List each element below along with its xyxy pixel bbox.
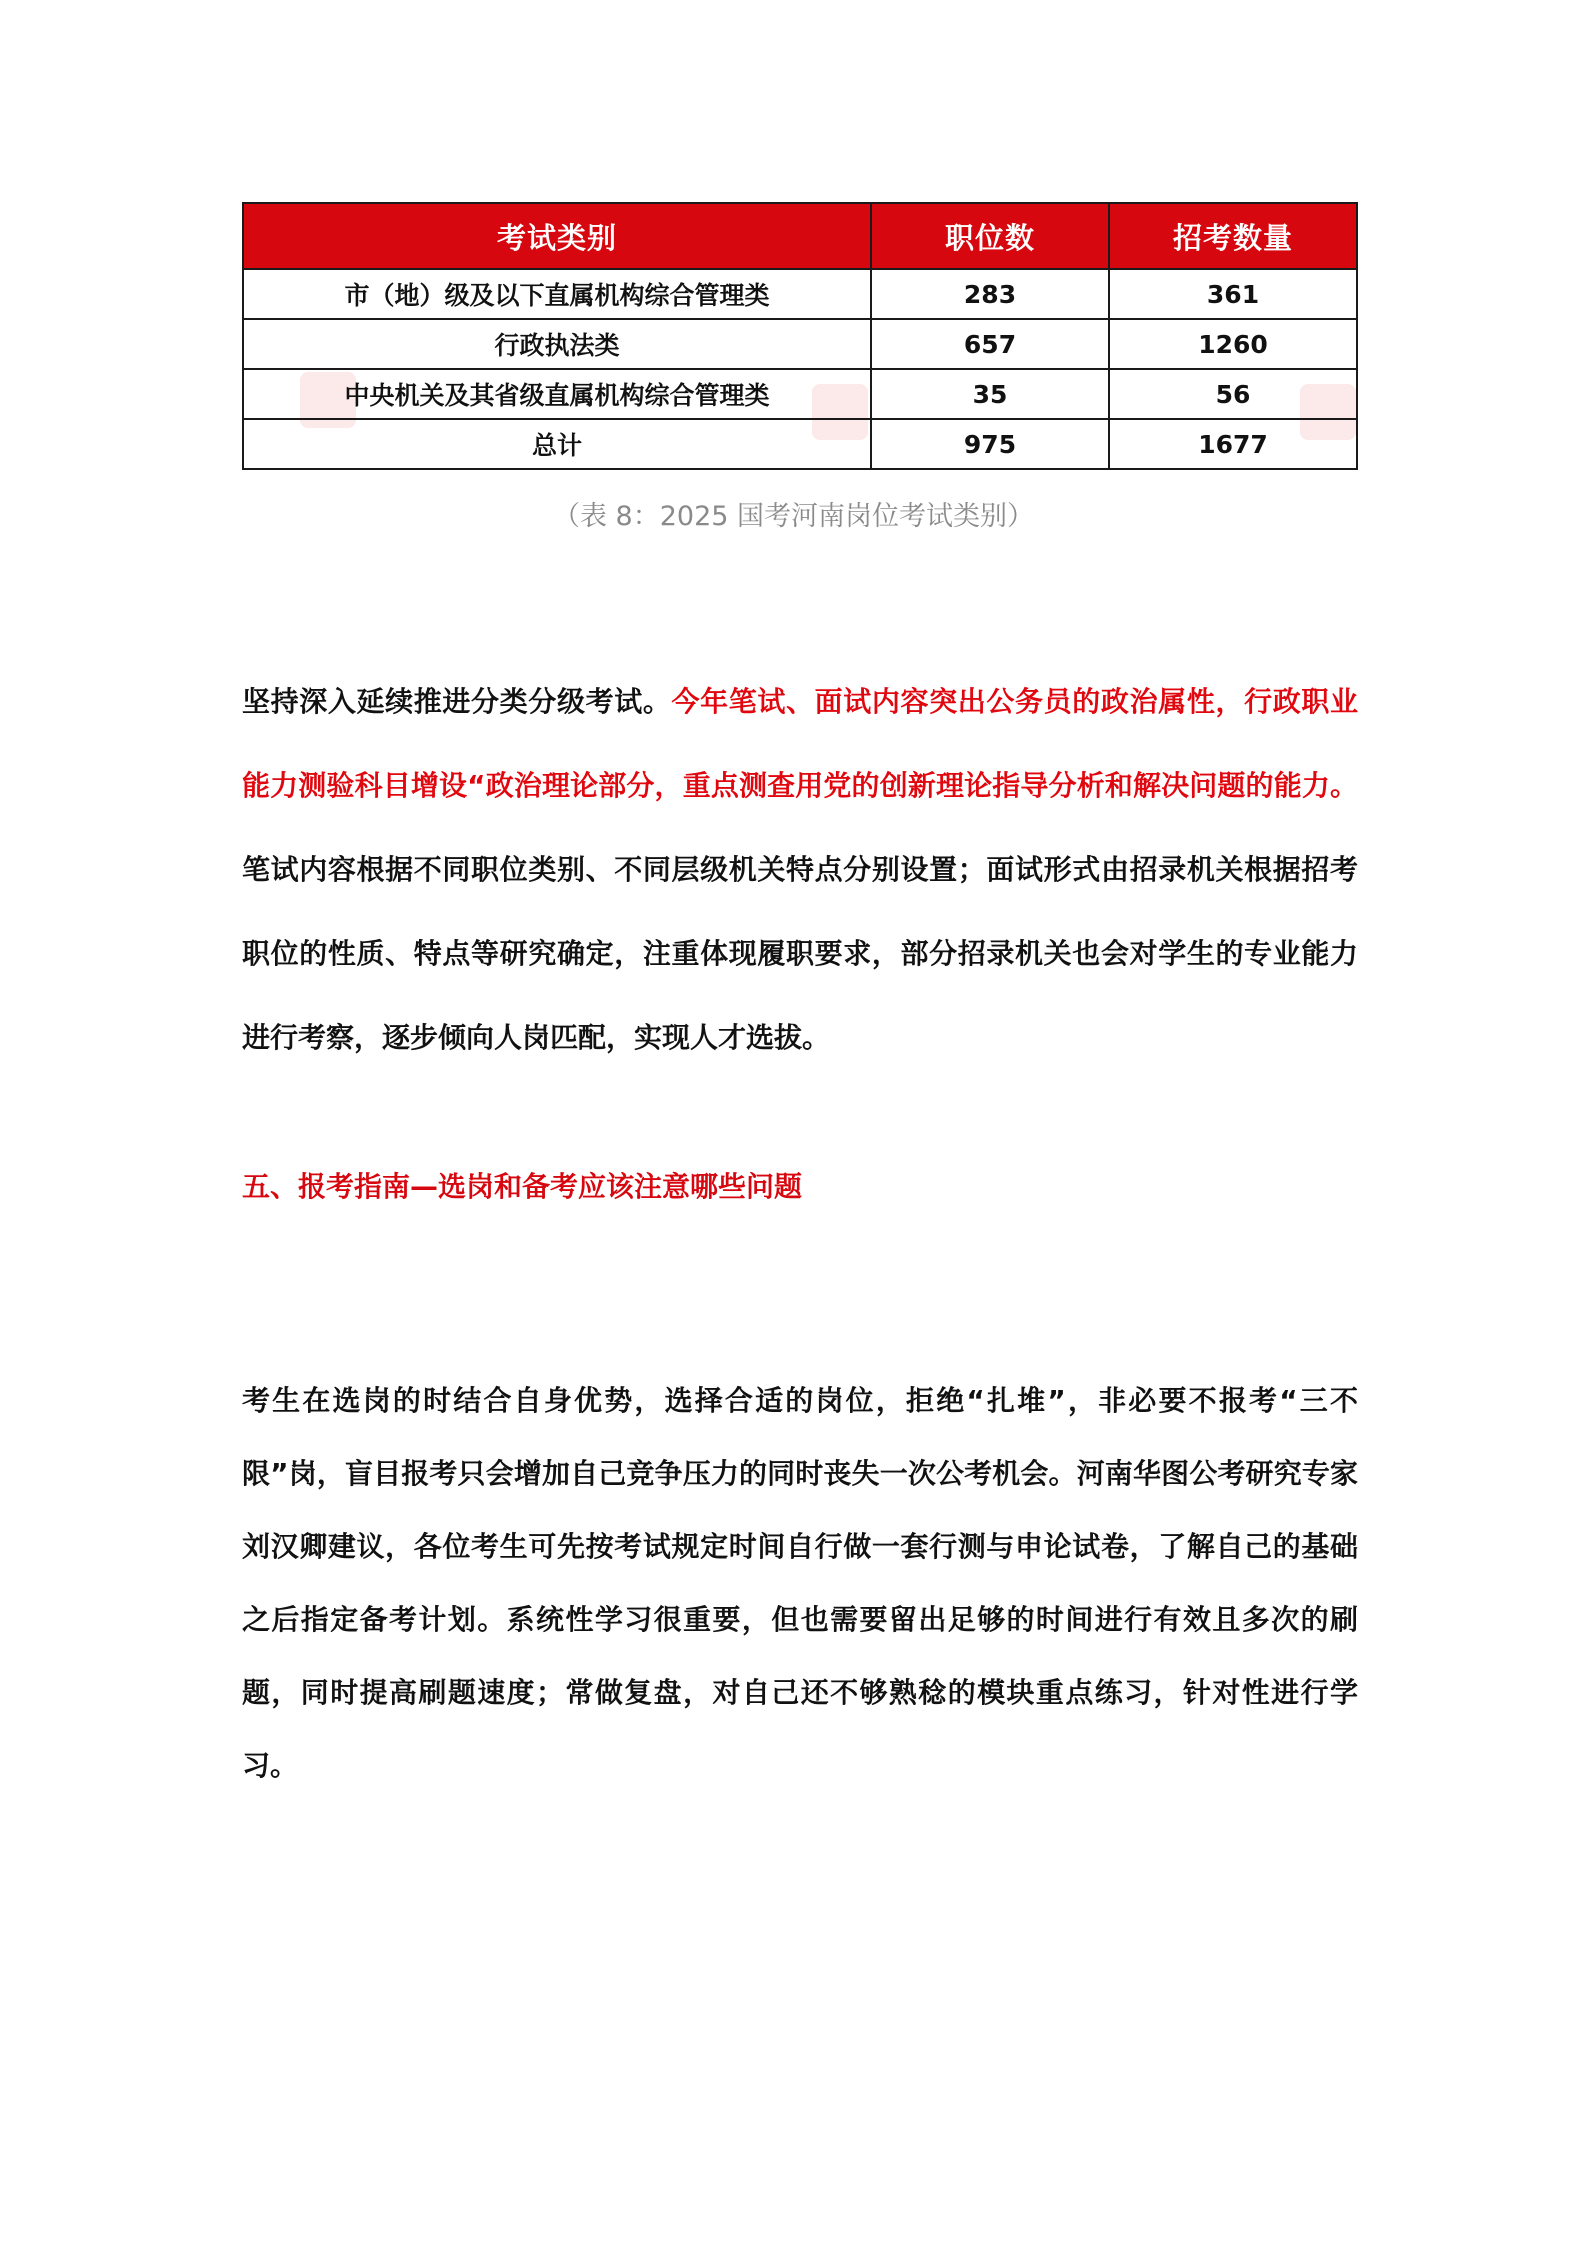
paragraph-intro: 坚持深入延续推进分类分级考试。 xyxy=(242,685,672,718)
cell-total-label: 总计 xyxy=(243,419,871,469)
table-row xyxy=(243,269,1357,319)
cell-positions: 35 xyxy=(871,369,1109,419)
header-position-count: 职位数 xyxy=(871,203,1109,269)
cell-positions: 657 xyxy=(871,319,1109,369)
table-row xyxy=(243,369,1357,419)
header-recruit-count: 招考数量 xyxy=(1109,203,1357,269)
table-total-row xyxy=(243,419,1357,469)
paragraph-highlight: 今年笔试、面试内容突出公务员的政治属性，行政职业能力测验科目增设“政治理论部分，重点测查用党的创新理论指导分析和解决问题的能力。 xyxy=(242,685,1358,802)
cell-total-positions: 975 xyxy=(871,419,1109,469)
cell-positions: 283 xyxy=(871,269,1109,319)
section-heading: 五、报考指南—选岗和备考应该注意哪些问题 xyxy=(242,1170,803,1203)
paragraph-rest: 笔试内容根据不同职位类别、不同层级机关特点分别设置；面试形式由招录机关根据招考职位的性质、特点等研究确定，注重体现履职要求，部分招录机关也会对学生的专业能力进行考察，逐步倾向人岗匹配，实现人才选拔。 xyxy=(242,853,1358,1054)
table-row xyxy=(243,319,1357,369)
cell-category: 中央机关及其省级直属机构综合管理类 xyxy=(243,369,871,419)
guide-paragraph: 考生在选岗的时结合自身优势，选择合适的岗位，拒绝“扎堆”，非必要不报考“三不限”岗，盲目报考只会增加自己竞争压力的同时丧失一次公考机会。河南华图公考研究专家刘汉卿建议，各位考生可先按考试规定时间自行做一套行测与申论试卷，了解自己的基础之后指定备考计划。系统性学习很重要，但也需要留出足够的时间进行有效且多次的刷题，同时提高刷题速度；常做复盘，对自己还不够熟稔的模块重点练习，针对性进行学习。 xyxy=(242,1384,1358,1782)
cell-recruits: 56 xyxy=(1109,369,1357,419)
table-header-row xyxy=(243,203,1357,269)
cell-recruits: 361 xyxy=(1109,269,1357,319)
table-section xyxy=(0,0,1587,532)
cell-recruits: 1260 xyxy=(1109,319,1357,369)
cell-category: 行政执法类 xyxy=(243,319,871,369)
header-exam-category: 考试类别 xyxy=(243,203,871,269)
exam-category-table xyxy=(242,202,1358,470)
cell-category: 市（地）级及以下直属机构综合管理类 xyxy=(243,269,871,319)
cell-total-recruits: 1677 xyxy=(1109,419,1357,469)
table-caption: （表 8：2025 国考河南岗位考试类别） xyxy=(552,501,1035,532)
exam-reform-paragraph xyxy=(242,660,1358,1080)
